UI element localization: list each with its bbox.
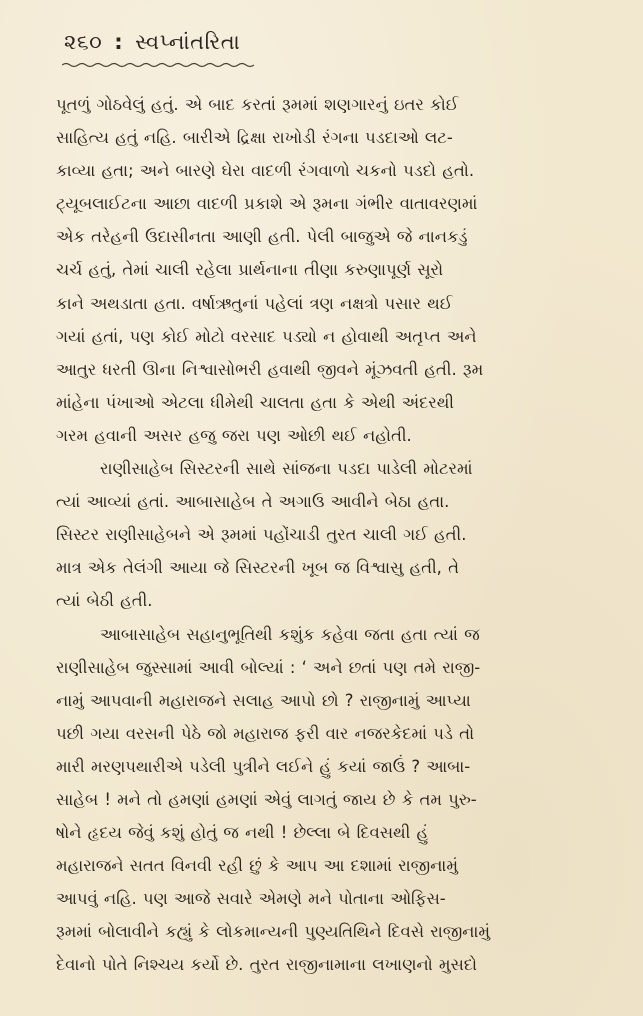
paragraph (56, 88, 596, 452)
decorative-wavy-rule (62, 62, 256, 68)
text-line: ષોને હૃદય જેવું કશું હોતું જ નથી ! છેલ્લા બે દિવસથી હું (56, 823, 429, 843)
page-number: ૨૬૦ (64, 30, 103, 54)
text-line: ટ્યૂબલાઈટના આછા વાદળી પ્રકાશે એ રૂમના ગંભીર વાતાવરણમાં (56, 194, 478, 214)
header-separator: : (114, 30, 124, 54)
text-line: આબાસાહેબ સહાનુભૂતિથી કશુંક કહેવા જતા હતા ત્યાં જ (100, 624, 480, 644)
text-line: આતુર ધરતી ઊના નિશ્વાસોભરી હવાથી જીવને મૂંઝવતી હતી. રૂમ (56, 359, 484, 379)
paragraph (56, 618, 596, 982)
text-line: સિસ્ટર રાણીસાહેબને એ રૂમમાં પહોંચાડી તુરત ચાલી ગઈ હતી. (56, 525, 467, 545)
text-line: પૂતળું ગોઠવેલું હતું. એ બાદ કરતાં રૂમમાં શણગારનું ઇતર કોઈ (56, 95, 459, 114)
paragraph (56, 452, 596, 617)
text-line: ચર્ચ હતું, તેમાં ચાલી રહેલા પ્રાર્થનાના તીણા કરુણાપૂર્ણ સૂરો (56, 260, 444, 280)
text-line: કાને અથડાતા હતા. વર્ષાઋતુનાં પહેલાં ત્રણ નક્ષત્રો પસાર થઈ (56, 293, 453, 313)
text-line: ત્યાં બેઠી હતી. (56, 591, 153, 611)
text-line: માત્ર એક તેલંગી આયા જે સિસ્ટરની ખૂબ જ વિશ્વાસુ હતી, તે (56, 558, 459, 578)
running-header (64, 30, 240, 55)
text-line: સાહેબ ! મને તો હમણાં હમણાં એવું લાગતું જાય છે કે તમ પુરુ- (56, 789, 477, 809)
text-line: ત્યાં આવ્યાં હતાં. આબાસાહેબ તે અગાઉ આવીને બેઠા હતા. (56, 492, 450, 512)
text-line: નામું આપવાની મહારાજને સલાહ આપો છો ? રાજીનામું આપ્યા (56, 690, 471, 710)
text-line: સાહિત્ય હતું નહિ. બારીએ દ્રિક્ષા રાખોડી રંગના પડદાઓ લટ- (56, 128, 453, 148)
text-line: એક તરેહની ઉદાસીનતા આણી હતી. પેલી બાજુએ જે નાનકડું (56, 227, 468, 247)
text-line: ગરમ હવાની અસર હજુ જરા પણ ઓછી થઈ નહોતી. (56, 425, 412, 445)
body-text (56, 88, 596, 982)
text-line: મારી મરણપથારીએ પડેલી પુત્રીને લઈને હું કયાં જાઉં ? આબા- (56, 756, 471, 776)
text-line: મહારાજને સતત વિનવી રહી છું કે આપ આ દશામાં રાજીનામું (56, 856, 458, 876)
text-line: રાણીસાહેબ જુસ્સામાં આવી બોલ્યાં : ‘ અને છતાં પણ તમે રાજી- (56, 657, 481, 677)
text-line: આપવું નહિ. પણ આજે સવારે એમણે મને પોતાના ઓફિસ- (56, 889, 446, 909)
book-title: સ્વપ્નાંતરિતા (135, 30, 241, 54)
text-line: રાણીસાહેબ સિસ્ટરની સાથે સાંજના પડદા પાડેલી મોટરમાં (100, 459, 473, 479)
text-line: કાવ્યા હતા; અને બારણે ઘેરા વાદળી રંગવાળો ચકનો પડદો હતો. (56, 161, 475, 181)
text-line: પછી ગયા વરસની પેઠે જો મહારાજ ફરી વાર નજરકેદમાં પડે તો (56, 723, 475, 743)
text-line: દેવાનો પોતે નિશ્ચય કર્યો છે. તુરત રાજીનામાના લખાણનો મુસદો (56, 955, 477, 975)
text-line: માંહેના પંખાઓ એટલા ધીમેથી ચાલતા હતા કે એથી અંદરથી (56, 392, 454, 412)
text-line: ગયાં હતાં, પણ કોઈ મોટો વરસાદ પડ્યો ન હોવાથી અતૃપ્ત અને (56, 326, 477, 346)
text-line: રૂમમાં બોલાવીને કહ્યું કે લોકમાન્યની પુણ્યતિથિને દિવસે રાજીનામું (56, 922, 490, 942)
